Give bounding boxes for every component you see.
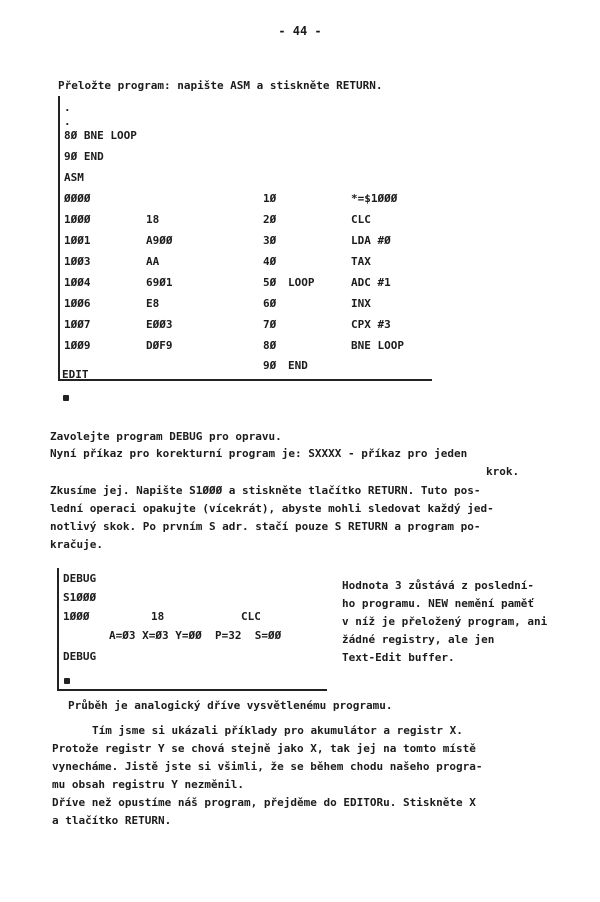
paragraph-line: Tím jsme si ukázali příklady pro akumulátor a registr X.: [92, 724, 463, 737]
listing-footer: EDIT: [62, 368, 89, 381]
listing-label: END: [288, 359, 308, 372]
cursor-icon: [63, 391, 69, 404]
listing-code: DØF9: [146, 339, 173, 352]
debug-addr: 1ØØØ: [63, 610, 90, 623]
listing-source-line: 9Ø END: [64, 150, 104, 163]
paragraph-line: vynecháme. Jistě jste si všimli, že se během chodu našeho progra-: [52, 760, 483, 773]
listing-line-no: 1Ø: [263, 192, 277, 205]
listing-line-no: 5Ø: [263, 276, 277, 289]
debug-code: 18: [151, 610, 165, 623]
listing-code: EØØ3: [146, 318, 173, 331]
listing-code: 18: [146, 213, 160, 226]
paragraph-line: Nyní příkaz pro korekturní program je: SXXXX - příkaz pro jeden: [50, 447, 468, 460]
intro-text: Přeložte program: napište ASM a stiskněte RETURN.: [58, 79, 383, 92]
debug-registers: A=Ø3 X=Ø3 Y=ØØ P=32 S=ØØ: [109, 629, 282, 642]
note-line: ho programu. NEW nemění paměť: [342, 597, 535, 610]
listing-instr: LDA #Ø: [351, 234, 391, 247]
listing-label: LOOP: [288, 276, 315, 289]
debug-line: DEBUG: [63, 650, 97, 663]
listing-line-no: 3Ø: [263, 234, 277, 247]
debug-line: DEBUG: [63, 572, 97, 585]
paragraph-line: Zkusíme jej. Napište S1ØØØ a stiskněte tlačítko RETURN. Tuto pos-: [50, 484, 481, 497]
paragraph-line: Zavolejte program DEBUG pro opravu.: [50, 430, 282, 443]
paragraph-line: kračuje.: [50, 538, 103, 551]
listing-dot: .: [64, 115, 71, 128]
paragraph-line: a tlačítko RETURN.: [52, 814, 172, 827]
paragraph-line: Průběh je analogický dříve vysvětlenému programu.: [68, 699, 393, 712]
listing-source-line: ASM: [64, 171, 84, 184]
debug-session-box: [57, 568, 327, 691]
listing-line-no: 8Ø: [263, 339, 277, 352]
cursor-icon: [64, 674, 70, 687]
listing-instr: INX: [351, 297, 371, 310]
listing-line-no: 4Ø: [263, 255, 277, 268]
listing-instr: TAX: [351, 255, 371, 268]
listing-line-no: 2Ø: [263, 213, 277, 226]
listing-line-no: 9Ø: [263, 359, 277, 372]
listing-addr: 1ØØ7: [64, 318, 91, 331]
listing-code: AA: [146, 255, 160, 268]
debug-instr: CLC: [241, 610, 261, 623]
debug-line: S1ØØØ: [63, 591, 97, 604]
listing-addr: ØØØØ: [64, 192, 91, 205]
listing-instr: ADC #1: [351, 276, 391, 289]
listing-instr: CPX #3: [351, 318, 391, 331]
listing-addr: 1ØØ1: [64, 234, 91, 247]
listing-addr: 1ØØ9: [64, 339, 91, 352]
paragraph-line: notlivý skok. Po prvním S adr. stačí pouze S RETURN a program po-: [50, 520, 481, 533]
listing-addr: 1ØØ3: [64, 255, 91, 268]
listing-instr: *=$1ØØØ: [351, 192, 398, 205]
listing-source-line: 8Ø BNE LOOP: [64, 129, 137, 142]
note-line: žádné registry, ale jen: [342, 633, 495, 646]
paragraph-line: mu obsah registru Y nezměnil.: [52, 778, 245, 791]
listing-addr: 1ØØØ: [64, 213, 91, 226]
listing-line-no: 7Ø: [263, 318, 277, 331]
paragraph-line: Protože registr Y se chová stejně jako X, tak jej na tomto místě: [52, 742, 476, 755]
listing-addr: 1ØØ6: [64, 297, 91, 310]
listing-code: 69Ø1: [146, 276, 173, 289]
page-number: - 44 -: [278, 24, 322, 38]
paragraph-line: Dříve než opustíme náš program, přejděme do EDITORu. Stiskněte X: [52, 796, 476, 809]
listing-instr: CLC: [351, 213, 371, 226]
assembler-listing: [58, 96, 432, 381]
listing-dot: .: [64, 101, 71, 114]
paragraph-line: lední operaci opakujte (vícekrát), abyste mohli sledovat každý jed-: [50, 502, 494, 515]
listing-code: A9ØØ: [146, 234, 173, 247]
note-line: Hodnota 3 zůstává z poslední-: [342, 579, 535, 592]
note-line: v níž je přeložený program, ani: [342, 615, 548, 628]
listing-line-no: 6Ø: [263, 297, 277, 310]
paragraph-line: krok.: [486, 465, 520, 478]
note-line: Text-Edit buffer.: [342, 651, 455, 664]
listing-addr: 1ØØ4: [64, 276, 91, 289]
listing-instr: BNE LOOP: [351, 339, 404, 352]
listing-code: E8: [146, 297, 160, 310]
